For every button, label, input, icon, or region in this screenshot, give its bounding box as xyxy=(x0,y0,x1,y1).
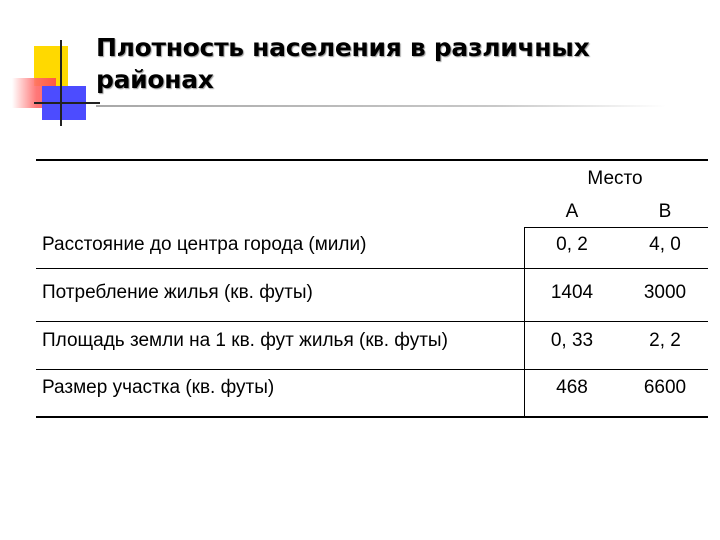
row-value-a: 468 xyxy=(556,377,588,398)
slide-logo-graphic xyxy=(0,0,100,130)
row-divider xyxy=(36,369,708,370)
table-top-rule xyxy=(36,159,708,161)
table-bottom-rule xyxy=(36,416,708,418)
row-label: Потребление жилья (кв. футы) xyxy=(42,282,313,303)
title-underline xyxy=(96,105,666,107)
slide-title-line-2: районах xyxy=(96,65,214,94)
row-label: Расстояние до центра города (мили) xyxy=(42,234,367,255)
row-value-a: 1404 xyxy=(550,282,594,303)
row-value-a: 0, 33 xyxy=(550,330,594,351)
row-value-a: 0, 2 xyxy=(556,234,588,255)
row-value-b: 2, 2 xyxy=(649,330,681,351)
column-header-b: В xyxy=(658,201,672,222)
column-header-a: А xyxy=(565,201,579,222)
logo-horizontal-line xyxy=(34,102,100,104)
row-divider xyxy=(36,321,708,322)
table-group-header: Место xyxy=(587,168,643,189)
header-partial-rule xyxy=(524,227,708,228)
row-value-b: 6600 xyxy=(643,377,687,398)
row-label: Площадь земли на 1 кв. фут жилья (кв. футы) xyxy=(42,330,448,351)
row-value-b: 4, 0 xyxy=(649,234,681,255)
table-vertical-divider xyxy=(524,228,525,418)
row-value-b: 3000 xyxy=(643,282,687,303)
logo-vertical-line xyxy=(60,40,62,126)
row-divider xyxy=(36,268,708,269)
row-label: Размер участка (кв. футы) xyxy=(42,377,275,398)
slide-title-line-1: Плотность населения в различных xyxy=(96,33,590,62)
slide-title xyxy=(96,32,656,96)
